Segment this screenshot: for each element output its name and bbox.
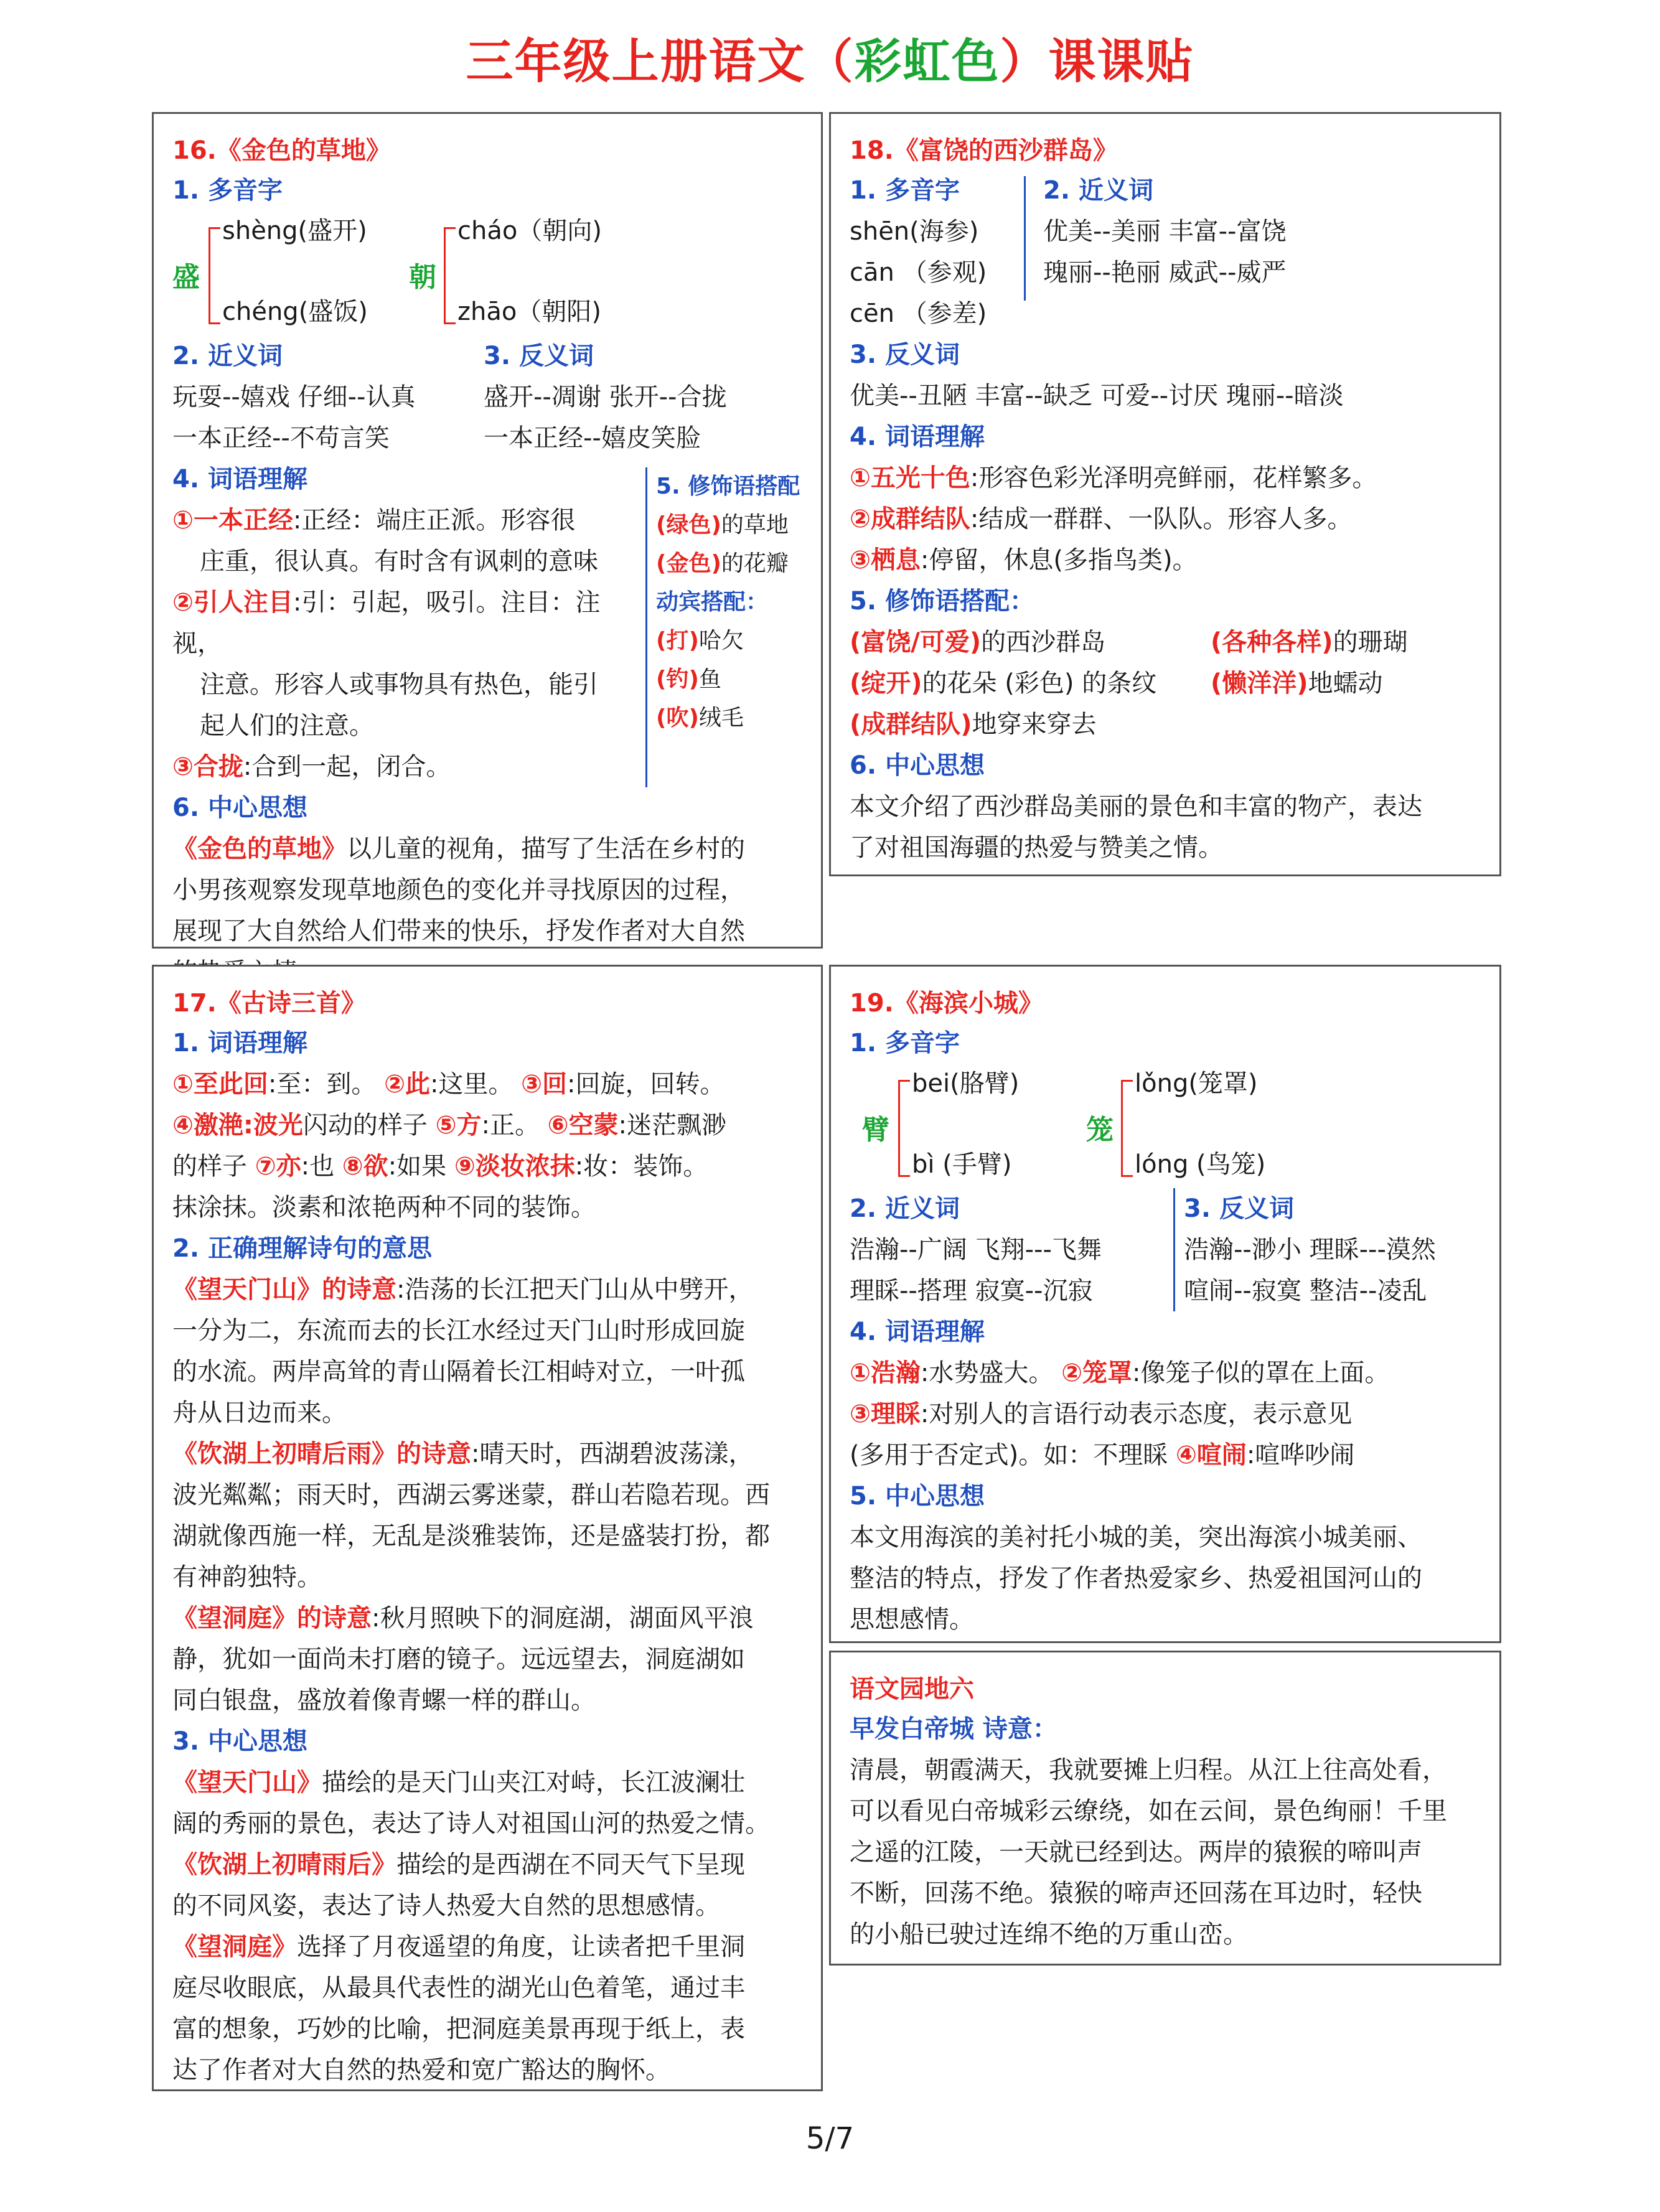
section-heading: 3. 反义词 [1184, 1194, 1294, 1223]
noun: 地穿来穿去 [972, 710, 1097, 739]
term: ②此 [384, 1070, 430, 1099]
antonym-line: 盛开--凋谢 张开--合拢 [484, 383, 727, 411]
summary-text: 小男孩观察发现草地颜色的变化并寻找原因的过程， [172, 876, 745, 904]
section-heading: 1. 词语理解 [172, 1029, 307, 1057]
poem-meaning: :秋月照映下的洞庭湖，湖面风平浪 [372, 1604, 754, 1633]
page-number: 5/7 [805, 2121, 855, 2156]
section-heading: 2. 近义词 [1043, 176, 1153, 205]
lesson-19-card [829, 965, 1501, 1643]
pinyin: cháo（朝向) [457, 217, 602, 245]
poem-label: 《饮湖上初晴后雨》的诗意 [172, 1440, 471, 1468]
term: ④激滟:波光 [172, 1111, 303, 1140]
section-heading: 4. 词语理解 [850, 1318, 985, 1346]
term: ②引人注目 [172, 588, 293, 617]
poem-meaning: 舟从日边而来。 [172, 1399, 347, 1427]
poem-meaning: 不断，回荡不绝。猿猴的啼声还回荡在耳边时，轻快 [850, 1879, 1422, 1908]
lesson-title: 17.《古诗三首》 [172, 989, 366, 1018]
poem-label: 《望天门山》的诗意 [172, 1275, 396, 1304]
definition: 起人们的注意。 [200, 711, 374, 740]
poem-meaning: 波光粼粼；雨天时，西湖云雾迷蒙，群山若隐若现。西 [172, 1481, 770, 1509]
definition: :这里。 [429, 1070, 513, 1099]
lesson-17-card [152, 965, 823, 2091]
term: ③栖息 [850, 546, 921, 574]
verb: (吹) [656, 705, 699, 731]
poem-meaning: 可以看见白帝城彩云缭绕，如在云间，景色绚丽！千里 [850, 1797, 1447, 1825]
polyphone-diagram [850, 1064, 1481, 1188]
modifier: (懒洋洋) [1211, 669, 1308, 698]
poem-meaning: 的小船已驶过连绵不绝的万重山峦。 [850, 1920, 1248, 1949]
definition: :像笼子似的罩在上面。 [1132, 1359, 1390, 1387]
definition: :水势盛大。 [920, 1359, 1054, 1387]
title-part: ）课课贴 [1000, 34, 1194, 89]
poem-meaning: 同白银盘，盛放着像青螺一样的群山。 [172, 1686, 596, 1715]
summary-text: 描绘的是天门山夹江对峙，长江波澜壮 [322, 1768, 745, 1797]
poem-label: 《望天门山》 [172, 1768, 322, 1797]
bracket [898, 1080, 910, 1177]
antonym-line: 优美--丑陋 丰富--缺乏 可爱--讨厌 瑰丽--暗淡 [850, 382, 1344, 410]
summary-text: 阔的秀丽的景色，表达了诗人对祖国山河的热爱之情。 [172, 1809, 770, 1838]
pinyin: cān （参观) [850, 258, 987, 287]
definition: :引：引起，吸引。注目：注视， [172, 588, 601, 658]
pinyin: lóng (鸟笼) [1135, 1150, 1266, 1179]
lesson-18-card [829, 112, 1501, 876]
summary-text: 了对祖国海疆的热爱与赞美之情。 [850, 833, 1223, 862]
term: ③回 [521, 1070, 568, 1099]
modifier: (金色) [656, 551, 721, 576]
definition: :结成一群群、一队队。形容人多。 [970, 505, 1353, 533]
summary-text: 整洁的特点，抒发了作者热爱家乡、热爱祖国河山的 [850, 1564, 1422, 1593]
noun: 的草地 [721, 512, 789, 538]
synonym-line: 优美--美丽 丰富--富饶 [1043, 217, 1287, 246]
pinyin: chéng(盛饭) [222, 298, 368, 326]
polyphone-diagram [172, 211, 802, 335]
summary-text: 庭尽收眼底，从最具代表性的湖光山色着笔，通过丰 [172, 1974, 745, 2002]
pinyin: bei(胳臂) [912, 1069, 1020, 1098]
section-heading: 2. 近义词 [850, 1194, 960, 1223]
noun: 地蠕动 [1308, 669, 1383, 698]
summary-text: 本文用海滨的美衬托小城的美，突出海滨小城美丽、 [850, 1523, 1422, 1552]
polyphone-char: 臂 [862, 1114, 889, 1146]
term: ①五光十色 [850, 464, 970, 492]
lesson-title: 16.《金色的草地》 [172, 136, 391, 165]
section-heading: 1. 多音字 [172, 176, 283, 205]
summary-text: 的不同风姿，表达了诗人热爱大自然的思想感情。 [172, 1891, 720, 1920]
modifier: (绽开) [850, 669, 922, 698]
section-heading: 6. 中心思想 [172, 794, 307, 822]
poem-meaning: 湖就像西施一样，无乱是淡雅装饰，还是盛装打扮，都 [172, 1522, 770, 1550]
term: ①至此回 [172, 1070, 268, 1099]
section-heading: 2. 正确理解诗句的意思 [172, 1234, 432, 1263]
synonym-line: 瑰丽--艳丽 威武--威严 [1043, 258, 1287, 287]
definition: :也 [301, 1152, 342, 1181]
bracket [1121, 1080, 1133, 1177]
pinyin: shèng(盛开) [222, 217, 367, 245]
definition: :如果 [388, 1152, 454, 1181]
pinyin: lǒng(笼罩) [1135, 1069, 1258, 1098]
synonym-line: 一本正经--不苟言笑 [172, 424, 390, 452]
definition: :迷茫飘渺 [618, 1111, 727, 1140]
bracket [209, 227, 220, 324]
definition: (多用于否定式)。如：不理睬 [850, 1441, 1176, 1469]
summary-text: 思想感情。 [850, 1605, 974, 1634]
section-heading: 5. 修饰语搭配： [850, 587, 1034, 616]
term: ④喧闹 [1175, 1441, 1247, 1469]
poem-label: 《饮湖上初晴雨后》 [172, 1850, 396, 1879]
section-heading: 早发白帝城 诗意： [850, 1715, 1057, 1743]
term: ⑥空蒙 [547, 1111, 619, 1140]
section-heading: 4. 词语理解 [850, 423, 985, 451]
poem-meaning: :浩荡的长江把天门山从中劈开， [396, 1275, 754, 1304]
pinyin: cēn （参差) [850, 299, 987, 328]
definition: 抹涂抹。淡素和浓艳两种不同的装饰。 [172, 1193, 596, 1222]
title-part: 三年级上册语文（ [466, 34, 855, 89]
lesson-title: 语文园地六 [850, 1675, 974, 1704]
object: 鱼 [698, 667, 721, 692]
synonym-line: 理睬--搭理 寂寞--沉寂 [850, 1277, 1093, 1305]
definition: 的样子 [172, 1152, 255, 1181]
garden-card [829, 1651, 1501, 1966]
section-heading: 5. 修饰语搭配 [656, 474, 800, 499]
section-heading: 3. 反义词 [484, 342, 594, 370]
poem-meaning: 清晨，朝霞满天，我就要摊上归程。从江上往高处看， [850, 1756, 1447, 1784]
section-heading: 6. 中心思想 [850, 751, 985, 780]
lesson-title: 19.《海滨小城》 [850, 989, 1043, 1018]
definition: :回旋，回转。 [567, 1070, 725, 1099]
term: ③理睬 [850, 1400, 921, 1428]
antonym-line: 浩瀚--渺小 理睬---漠然 [1184, 1235, 1436, 1264]
antonym-line: 喧闹--寂寞 整洁--凌乱 [1184, 1277, 1427, 1305]
definition: 闪动的样子 [302, 1111, 436, 1140]
section-heading: 1. 多音字 [850, 1029, 960, 1057]
poem-label: 《望洞庭》 [172, 1933, 297, 1961]
modifier: (各种各样) [1211, 628, 1333, 657]
polyphone-char: 朝 [409, 261, 436, 293]
summary-text: 富的想象，巧妙的比喻，把洞庭美景再现于纸上，表 [172, 2015, 745, 2043]
book-title: 《金色的草地》 [172, 835, 347, 863]
term: ⑧欲 [342, 1152, 388, 1181]
definition: :合到一起，闭合。 [243, 752, 451, 781]
synonym-line: 玩耍--嬉戏 仔细--认真 [172, 383, 416, 411]
lesson-16-card [152, 112, 823, 949]
definition: :形容色彩光泽明亮鲜丽，花样繁多。 [970, 464, 1377, 492]
modifier: (绿色) [656, 512, 721, 538]
pinyin: zhāo（朝阳) [457, 298, 601, 326]
definition: :妆：装饰。 [574, 1152, 708, 1181]
section-heading: 5. 中心思想 [850, 1482, 985, 1511]
summary-text: 本文介绍了西沙群岛美丽的景色和丰富的物产，表达 [850, 792, 1422, 821]
definition: 注意。形容人或事物具有热色，能引 [200, 670, 598, 699]
section-heading: 3. 反义词 [850, 340, 960, 369]
poem-meaning: 的水流。两岸高耸的青山隔着长江相峙对立，一叶孤 [172, 1357, 745, 1386]
verb: (打) [656, 628, 699, 654]
modifier: (富饶/可爱) [850, 628, 982, 657]
term: ②成群结队 [850, 505, 970, 533]
poem-meaning: :晴天时，西湖碧波荡漾， [471, 1440, 754, 1468]
poem-meaning: 之遥的江陵，一天就已经到达。两岸的猿猴的啼叫声 [850, 1838, 1422, 1867]
polyphone-char: 笼 [1086, 1114, 1114, 1146]
pinyin: bì (手臂) [912, 1150, 1012, 1179]
modifier: (成群结队) [850, 710, 972, 739]
section-heading: 1. 多音字 [850, 176, 960, 205]
collocation-panel [645, 467, 800, 787]
term: ①浩瀚 [850, 1359, 921, 1387]
definition: :喧哗吵闹 [1246, 1441, 1355, 1469]
lesson-title: 18.《富饶的西沙群岛》 [850, 136, 1118, 165]
object: 哈欠 [698, 628, 744, 654]
section-heading: 3. 中心思想 [172, 1727, 307, 1756]
poem-meaning: 有神韵独特。 [172, 1563, 322, 1591]
poem-label: 《望洞庭》的诗意 [172, 1604, 372, 1633]
section-heading: 动宾搭配： [656, 589, 769, 615]
definition: :至：到。 [268, 1070, 377, 1099]
object: 绒毛 [698, 705, 744, 731]
antonym-line: 一本正经--嬉皮笑脸 [484, 424, 701, 452]
term: ③合拢 [172, 752, 243, 781]
summary-text: 描绘的是西湖在不同天气下呈现 [396, 1850, 745, 1879]
noun: 的西沙群岛 [981, 628, 1106, 657]
poem-meaning: 静，犹如一面尚未打磨的镜子。远远望去，洞庭湖如 [172, 1645, 745, 1674]
summary-text: 达了作者对大自然的热爱和宽广豁达的胸怀。 [172, 2056, 670, 2084]
definition: :正。 [481, 1111, 540, 1140]
noun: 的花瓣 [721, 551, 789, 576]
summary-text: 选择了月夜遥望的角度，让读者把千里洞 [297, 1933, 745, 1961]
verb: (钓) [656, 667, 699, 692]
term: ①一本正经 [172, 506, 293, 535]
definition: :对别人的言语行动表示态度，表示意见 [920, 1400, 1353, 1428]
term: ⑤方 [435, 1111, 482, 1140]
definition: :正经：端庄正派。形容很 [293, 506, 576, 535]
noun: 的珊瑚 [1333, 628, 1408, 657]
synonym-line: 浩瀚--广阔 飞翔---飞舞 [850, 1235, 1102, 1264]
bracket [444, 227, 456, 324]
summary-text: 以儿童的视角，描写了生活在乡村的 [347, 835, 745, 863]
section-heading: 2. 近义词 [172, 342, 283, 370]
definition: 庄重，很认真。有时含有讽刺的意味 [200, 547, 598, 576]
term: ⑦亦 [255, 1152, 301, 1181]
title-highlight: 彩虹色 [854, 34, 1000, 89]
term: ⑨淡妆浓抹 [454, 1152, 575, 1181]
polyphone-char: 盛 [172, 261, 200, 293]
pinyin: shēn(海参) [850, 217, 979, 246]
term: ②笼罩 [1061, 1359, 1132, 1387]
poem-meaning: 一分为二，东流而去的长江水经过天门山时形成回旋 [172, 1316, 745, 1345]
noun: 的花朵 (彩色) 的条纹 [922, 669, 1157, 698]
definition: :停留，休息(多指鸟类)。 [920, 546, 1198, 574]
summary-text: 展现了大自然给人们带来的快乐，抒发作者对大自然 [172, 917, 745, 945]
page-title [0, 24, 1660, 91]
section-heading: 4. 词语理解 [172, 465, 307, 494]
